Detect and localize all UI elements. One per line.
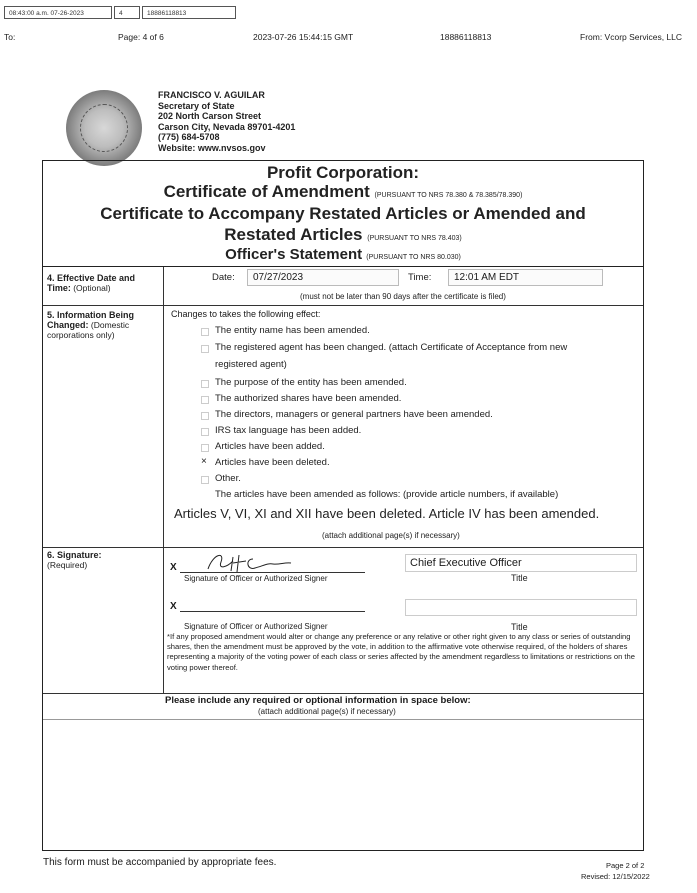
checkbox-purpose-amended[interactable] [201, 380, 209, 388]
fax-to-label: To: [4, 32, 16, 42]
checkbox-articles-deleted[interactable]: × [201, 456, 207, 467]
page-number: Page 2 of 2 [606, 861, 645, 870]
title-line2: Certificate of Amendment (PURSUANT TO NRS 78.380 & 78.385/78.390) [163, 182, 523, 201]
secretary-header [158, 90, 295, 153]
title-line3: Certificate to Accompany Restated Articles or Amended and [100, 204, 586, 223]
section5-label: 5. Information Being Changed: (Domestic corporations only) [47, 310, 135, 340]
checkbox-directors-amended[interactable] [201, 412, 209, 420]
amendment-text: Articles V, VI, XI and XII have been deleted. Article IV has been amended. [174, 506, 600, 521]
form-grid [42, 266, 644, 851]
website: Website: www.nvsos.gov [158, 142, 266, 153]
fax-page-label: Page: 4 of 6 [118, 32, 164, 42]
row-divider-4 [43, 305, 643, 306]
revised-date: Revised: 12/15/2022 [581, 872, 650, 881]
vote-disclaimer: *If any proposed amendment would alter or change any preference or any relative or other right given to any class or series of outstanding shares, then the amendment must be approved by the vote, in addition to the affirmative vote otherwise required, of the holders of shares representing a majority of the voting power of each class or series affected by the amendment regardless to limitations or restrictions on the voting power thereof. [167, 632, 635, 672]
section5-attach-note: (attach additional page(s) if necessary) [322, 531, 460, 540]
fax-stamp-number: 18886118813 [142, 6, 236, 19]
option-shares-amended: The authorized shares have been amended. [215, 393, 402, 404]
title-line5: Officer's Statement (PURSUANT TO NRS 80.030) [225, 246, 461, 263]
fax-stamp-pages: 4 [114, 6, 140, 19]
title-label-2: Title [511, 622, 528, 632]
time-label: Time: [408, 272, 432, 283]
title-line1: Profit Corporation: [266, 163, 420, 182]
fax-stamp-time: 08:43:00 a.m. 07-26-2023 [4, 6, 112, 19]
row-divider-5 [43, 547, 643, 548]
changes-intro: Changes to takes the following effect: [171, 309, 321, 319]
title-line4: Restated Articles (PURSUANT TO NRS 78.403) [224, 225, 462, 244]
signature-line-2[interactable] [180, 611, 365, 612]
extra-info-note: (attach additional page(s) if necessary) [258, 707, 396, 716]
fees-note: This form must be accompanied by appropriate fees. [43, 857, 277, 868]
effective-date-field[interactable]: 07/27/2023 [247, 269, 399, 286]
date-label: Date: [212, 272, 235, 283]
address-street: 202 North Carson Street [158, 111, 262, 121]
form-title-box [42, 160, 644, 266]
extra-info-heading: Please include any required or optional information in space below: [165, 695, 471, 706]
checkbox-shares-amended[interactable] [201, 396, 209, 404]
checkbox-other[interactable] [201, 476, 209, 484]
row-divider-6 [43, 693, 643, 694]
signature-x-2: X [170, 601, 177, 612]
secretary-name: FRANCISCO V. AGUILAR [158, 90, 265, 100]
fax-number: 18886118813 [440, 32, 492, 42]
fax-from-label: From: Vcorp Services, LLC [580, 32, 683, 42]
option-purpose-amended: The purpose of the entity has been amended. [215, 377, 407, 388]
column-divider [163, 267, 164, 693]
effective-time-field[interactable]: 12:01 AM EDT [448, 269, 603, 286]
amended-as-follows: The articles have been amended as follows: (provide article numbers, if available) [215, 489, 559, 500]
option-other: Other. [215, 473, 241, 484]
title-label-1: Title [511, 573, 528, 583]
option-articles-deleted: Articles have been deleted. [215, 457, 330, 468]
date-limit-note: (must not be later than 90 days after the certificate is filed) [300, 292, 506, 301]
signature-label-2: Signature of Officer or Authorized Signer [184, 622, 328, 631]
signature-label-1: Signature of Officer or Authorized Signer [184, 574, 328, 583]
option-name-amended: The entity name has been amended. [215, 325, 370, 336]
title-field-2[interactable] [405, 599, 637, 616]
option-agent-changed: The registered agent has been changed. (attach Certificate of Acceptance from new [215, 342, 568, 353]
fax-timestamp: 2023-07-26 15:44:15 GMT [253, 32, 354, 42]
section4-label: 4. Effective Date and Time: (Optional) [47, 273, 136, 293]
secretary-role: Secretary of State [158, 100, 235, 111]
phone: (775) 684-5708 [158, 132, 220, 142]
option-irs-added: IRS tax language has been added. [215, 425, 362, 436]
checkbox-name-amended[interactable] [201, 328, 209, 336]
signature-x-1: X [170, 562, 177, 573]
title-field-1[interactable]: Chief Executive Officer [405, 554, 637, 572]
option-directors-amended: The directors, managers or general partners have been amended. [215, 409, 493, 420]
nevada-seal-icon [66, 90, 142, 166]
checkbox-irs-added[interactable] [201, 428, 209, 436]
checkbox-agent-changed[interactable] [201, 345, 209, 353]
option-articles-added: Articles have been added. [215, 441, 325, 452]
checkbox-articles-added[interactable] [201, 444, 209, 452]
address-city: Carson City, Nevada 89701-4201 [158, 121, 296, 132]
extra-info-divider [43, 719, 643, 720]
section6-label: 6. Signature: (Required) [47, 550, 102, 570]
option-agent-changed-cont: registered agent) [215, 359, 287, 370]
handwritten-signature-icon [193, 549, 303, 574]
